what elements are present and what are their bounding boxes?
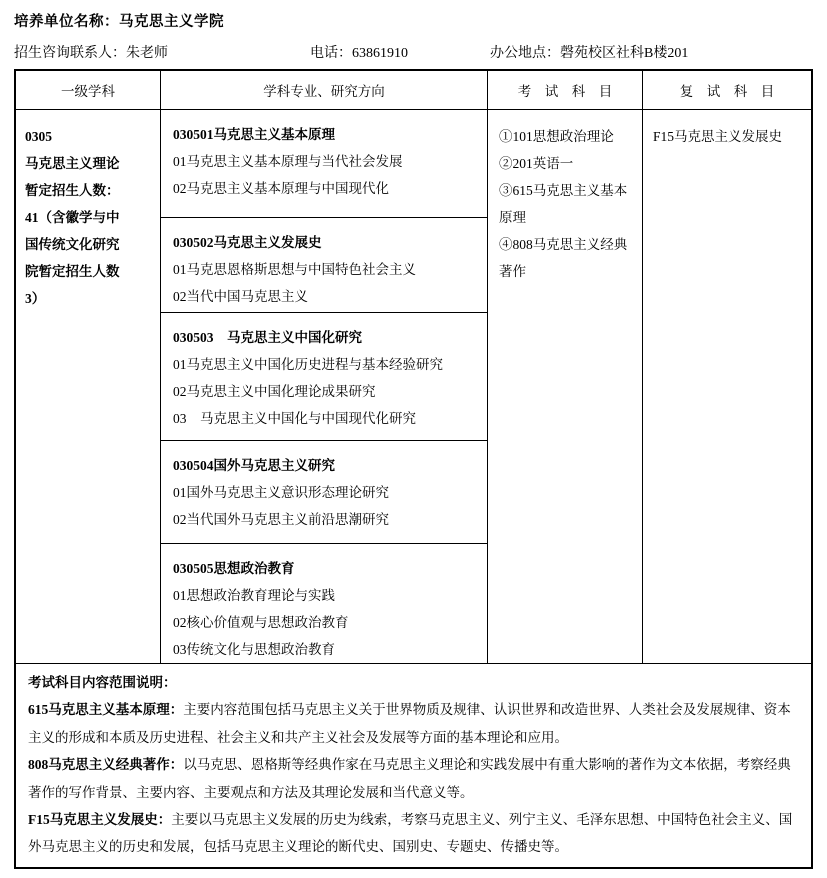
office-value: 磬苑校区社科B楼201 — [560, 46, 689, 61]
research-direction: 02当代国外马克思主义前沿思潮研究 — [173, 512, 389, 527]
col-header-discipline: 一级学科 — [16, 71, 161, 110]
contact-person: 招生咨询联系人：朱老师 — [14, 46, 168, 61]
major-title: 030504国外马克思主义研究 — [173, 458, 335, 473]
notes-heading: 考试科目内容范围说明： — [28, 675, 177, 690]
research-direction: 01马克思主义基本原理与当代社会发展 — [173, 154, 403, 169]
table-body-row — [16, 110, 811, 663]
notes-cell — [16, 663, 811, 867]
majors-cell — [161, 110, 488, 663]
page-title — [14, 10, 813, 31]
discipline-name: 马克思主义理论 — [25, 156, 120, 171]
note-subject-text: 以马克思、恩格斯等经典作家在马克思主义理论和实践发展中有重大影响的著作为文本依据，考察经典著作的写作背景、主要内容、主要观点和方法及其理论发展和当代意义等。 — [28, 757, 791, 800]
research-direction: 02核心价值观与思想政治教育 — [173, 615, 349, 630]
research-direction: 01思想政治教育理论与实践 — [173, 588, 335, 603]
col-header-retest-subjects: 复 试 科 目 — [643, 71, 811, 110]
major-title: 030501马克思主义基本原理 — [173, 127, 335, 142]
major-title: 030503 马克思主义中国化研究 — [173, 330, 362, 345]
research-direction: 02当代中国马克思主义 — [173, 289, 308, 304]
retest-subject: F15马克思主义发展史 — [653, 129, 783, 144]
note-subject-text: 主要以马克思主义发展的历史为线索，考察马克思主义、列宁主义、毛泽东思想、中国特色社会主义、国外马克思主义的历史和发展，包括马克思主义理论的断代史、国别史、专题史、传播史等。 — [28, 812, 793, 855]
exam-subject: ②201英语一 — [499, 156, 574, 171]
col-header-majors: 学科专业、研究方向 — [161, 71, 488, 110]
research-direction: 02马克思主义基本原理与中国现代化 — [173, 181, 389, 196]
major-section — [161, 110, 487, 218]
discipline-cell — [16, 110, 161, 663]
unit-name: 马克思主义学院 — [119, 14, 224, 30]
major-section — [161, 313, 487, 441]
major-title: 030505思想政治教育 — [173, 561, 295, 576]
research-direction: 01马克思主义中国化历史进程与基本经验研究 — [173, 357, 443, 372]
exam-subject: ④808马克思主义经典著作 — [499, 237, 628, 279]
note-subject-label: 808马克思主义经典著作： — [28, 757, 184, 773]
research-direction: 03传统文化与思想政治教育 — [173, 642, 335, 657]
note-subject-label: 615马克思主义基本原理： — [28, 702, 184, 718]
exam-subjects-cell — [488, 110, 643, 663]
note-subject-text: 主要内容范围包括马克思主义关于世界物质及规律、认识世界和改造世界、人类社会及发展规律、资本主义的形成和本质及历史进程、社会主义和共产主义社会及发展等方面的基本理论和应用。 — [28, 702, 791, 745]
admissions-table — [14, 69, 813, 869]
col-header-exam-subjects: 考 试 科 目 — [488, 71, 643, 110]
major-section — [161, 441, 487, 544]
major-section — [161, 218, 487, 313]
major-title: 030502马克思主义发展史 — [173, 235, 322, 250]
contact-line — [14, 42, 813, 62]
research-direction: 01国外马克思主义意识形态理论研究 — [173, 485, 389, 500]
phone-value: 63861910 — [352, 46, 408, 61]
exam-subject: ③615马克思主义基本原理 — [499, 183, 628, 225]
office-location — [490, 42, 688, 62]
exam-subject: ①101思想政治理论 — [499, 129, 614, 144]
note-item — [28, 751, 798, 806]
discipline-code: 0305 — [25, 129, 52, 144]
retest-subjects-cell — [643, 110, 811, 663]
table-header-row — [16, 71, 811, 110]
office-label: 办公地点： — [490, 46, 560, 61]
note-item — [28, 696, 798, 751]
phone-number — [310, 42, 408, 62]
phone-label: 电话： — [310, 46, 352, 61]
note-subject-label: F15马克思主义发展史： — [28, 812, 172, 828]
research-direction: 01马克思恩格斯思想与中国特色社会主义 — [173, 262, 416, 277]
major-section — [161, 544, 487, 663]
research-direction: 02马克思主义中国化理论成果研究 — [173, 384, 376, 399]
research-direction: 03 马克思主义中国化与中国现代化研究 — [173, 411, 416, 426]
unit-label: 培养单位名称： — [14, 14, 119, 30]
notes-list — [28, 696, 798, 860]
discipline-quota: 暂定招生人数：41（含徽学与中国传统文化研究院暂定招生人数3） — [25, 183, 120, 306]
note-item — [28, 806, 798, 861]
